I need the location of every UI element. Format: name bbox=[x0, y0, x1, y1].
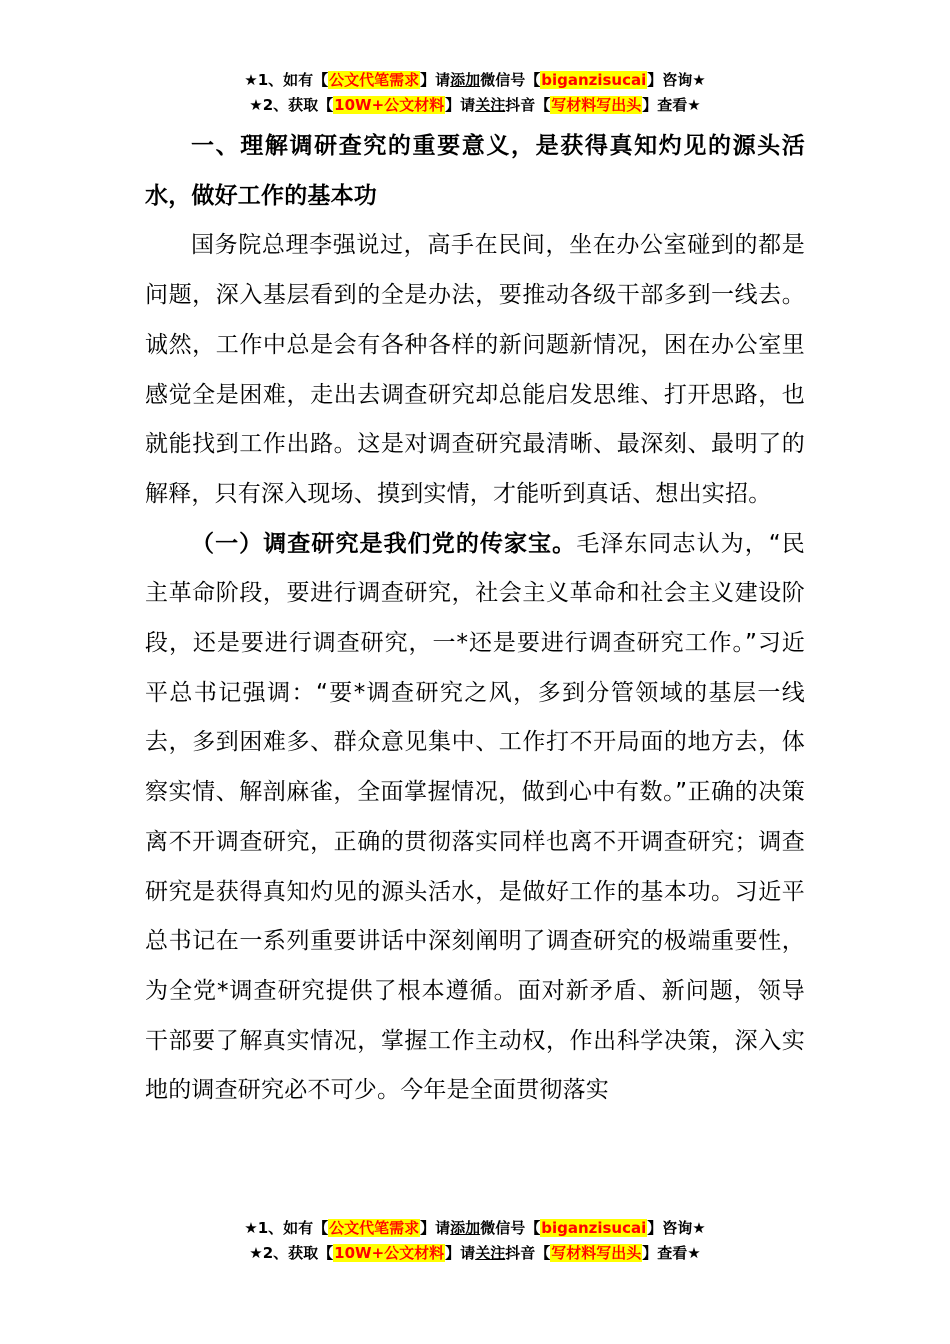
banner-line-2 bbox=[0, 1241, 950, 1266]
banner-highlight: 10W+公文材料 bbox=[334, 1244, 445, 1262]
footer-banner bbox=[0, 1216, 950, 1266]
banner-underline-text: 关注 bbox=[475, 96, 506, 114]
banner-highlight: 公文代笔需求 bbox=[329, 71, 420, 89]
banner-text: 微信号【 bbox=[480, 71, 541, 89]
banner-line-1 bbox=[0, 1216, 950, 1241]
banner-text: 2、获取【 bbox=[262, 1244, 334, 1262]
banner-text: 抖音【 bbox=[505, 96, 551, 114]
banner-text: 】请 bbox=[420, 1219, 451, 1237]
banner-line-2 bbox=[0, 93, 950, 118]
banner-underline-text: 添加 bbox=[450, 71, 481, 89]
document-body bbox=[145, 122, 805, 1116]
star-icon: ★ bbox=[244, 1219, 258, 1237]
banner-underline-text: 添加 bbox=[450, 1219, 481, 1237]
banner-text: 抖音【 bbox=[505, 1244, 551, 1262]
paragraph-2 bbox=[145, 520, 805, 1116]
banner-text: 1、如有【 bbox=[257, 1219, 329, 1237]
star-icon: ★ bbox=[687, 1244, 701, 1262]
banner-underline-text: 关注 bbox=[475, 1244, 506, 1262]
star-icon: ★ bbox=[692, 1219, 706, 1237]
banner-text: 】请 bbox=[420, 71, 451, 89]
banner-line-1 bbox=[0, 68, 950, 93]
douyin-id-highlight: 写材料写出头 bbox=[551, 1244, 642, 1262]
subsection-title: （一）调查研究是我们党的传家宝。 bbox=[191, 530, 577, 557]
header-banner bbox=[0, 68, 950, 118]
section-heading: 一、理解调研查究的重要意义，是获得真知灼见的源头活水，做好工作的基本功 bbox=[145, 133, 805, 209]
banner-text: 】咨询 bbox=[647, 1219, 693, 1237]
douyin-id-highlight: 写材料写出头 bbox=[551, 96, 642, 114]
banner-text: 】查看 bbox=[642, 96, 688, 114]
star-icon: ★ bbox=[244, 71, 258, 89]
wechat-id-highlight: biganzisucai bbox=[541, 71, 647, 89]
banner-text: 1、如有【 bbox=[257, 71, 329, 89]
star-icon: ★ bbox=[687, 96, 701, 114]
star-icon: ★ bbox=[692, 71, 706, 89]
star-icon: ★ bbox=[249, 1244, 263, 1262]
banner-text: 】请 bbox=[445, 1244, 476, 1262]
paragraph-2-body: 毛泽东同志认为，“民主革命阶段，要进行调查研究，社会主义革命和社会主义建设阶段，还是要进行调查研究，一*还是要进行调查研究工作。”习近平总书记强调：“要*调查研究之风，多到分管领域的基层一线去，多到困难多、群众意见集中、工作打不开局面的地方去，体察实情、解剖麻雀，全面掌握情况，做到心中有数。”正确的决策离不开调查研究，正确的贯彻落实同样也离不开调查研究；调查研究是获得真知灼见的源头活水，是做好工作的基本功。习近平总书记在一系列重要讲话中深刻阐明了调查研究的极端重要性，为全党*调查研究提供了根本遵循。面对新矛盾、新问题，领导干部要了解真实情况，掌握工作主动权，作出科学决策，深入实地的调查研究必不可少。今年是全面贯彻落实 bbox=[145, 530, 805, 1104]
banner-text: 】请 bbox=[445, 96, 476, 114]
banner-text: 微信号【 bbox=[480, 1219, 541, 1237]
banner-text: 2、获取【 bbox=[262, 96, 334, 114]
banner-text: 】咨询 bbox=[647, 71, 693, 89]
banner-highlight: 10W+公文材料 bbox=[334, 96, 445, 114]
paragraph-1: 国务院总理李强说过，高手在民间，坐在办公室碰到的都是问题，深入基层看到的全是办法，要推动各级干部多到一线去。诚然，工作中总是会有各种各样的新问题新情况，困在办公室里感觉全是困难，走出去调查研究却总能启发思维、打开思路，也就能找到工作出路。这是对调查研究最清晰、最深刻、最明了的解释，只有深入现场、摸到实情，才能听到真话、想出实招。 bbox=[145, 232, 805, 507]
star-icon: ★ bbox=[249, 96, 263, 114]
wechat-id-highlight: biganzisucai bbox=[541, 1219, 647, 1237]
banner-text: 】查看 bbox=[642, 1244, 688, 1262]
banner-highlight: 公文代笔需求 bbox=[329, 1219, 420, 1237]
